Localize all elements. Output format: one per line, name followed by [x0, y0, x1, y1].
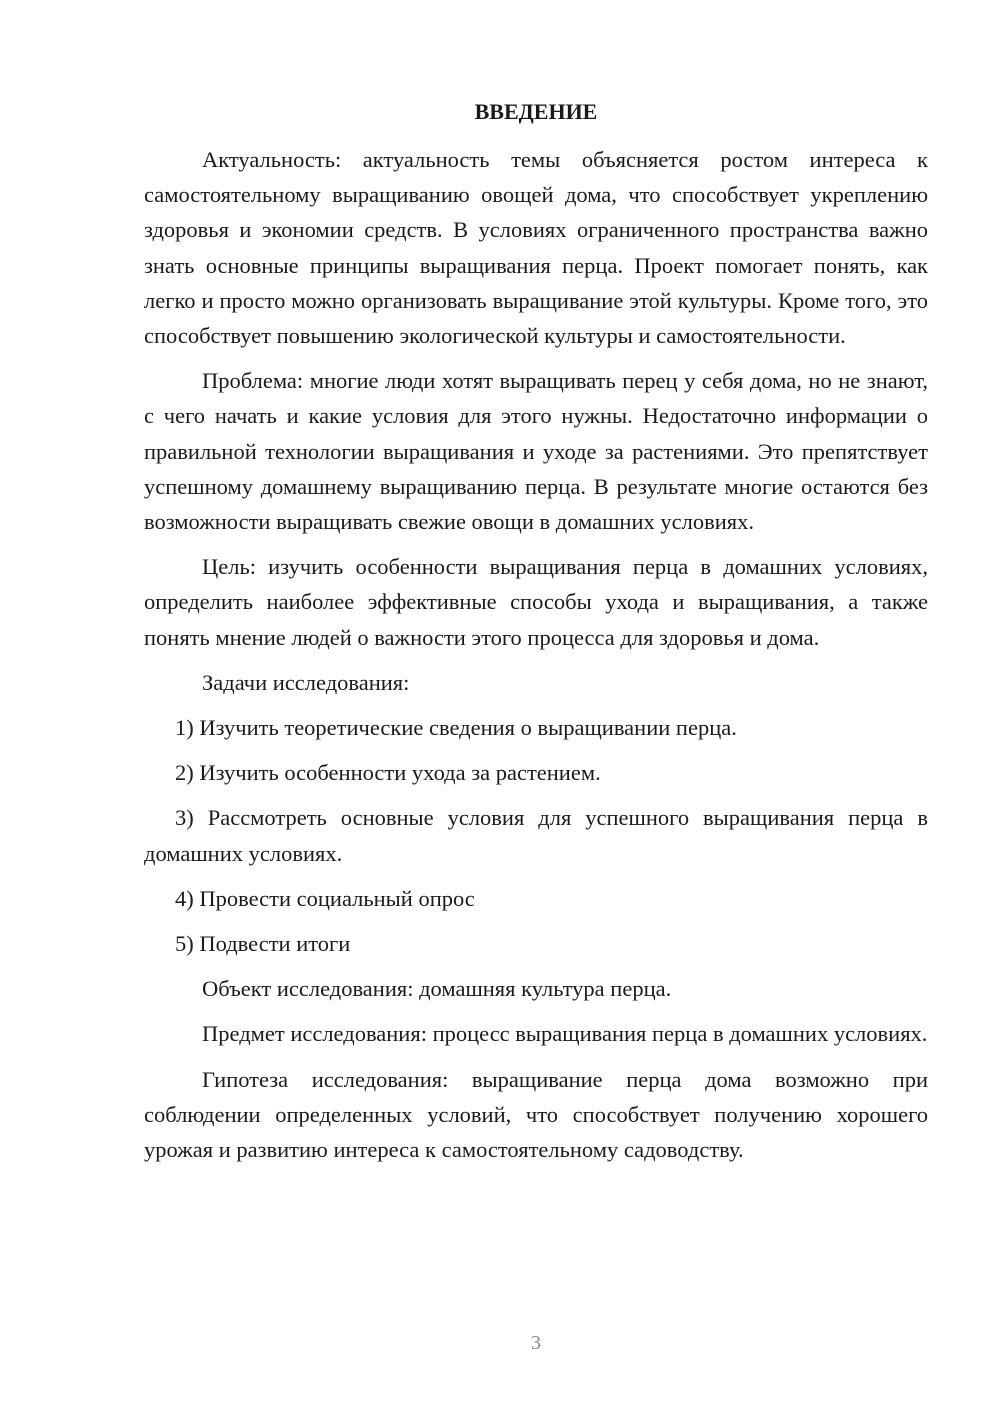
goal-paragraph: Цель: изучить особенности выращивания перца в домашних условиях, определить наиболее эффективные способы ухода и выращивания, а также понять мнение людей о важности этого процесса для здоровья и дома.: [144, 554, 928, 650]
task-item: 2) Изучить особенности ухода за растением.: [175, 760, 601, 786]
task-item: 4) Провести социальный опрос: [175, 885, 475, 911]
document-page: [144, 94, 928, 1177]
tasks-heading: Задачи исследования:: [202, 669, 410, 695]
subject-paragraph: Предмет исследования: процесс выращивания перца в домашних условиях.: [202, 1021, 928, 1047]
hypothesis-paragraph: Гипотеза исследования: выращивание перца дома возможно при соблюдении определенных условий, что способствует получению хорошего урожая и развитию интереса к самостоятельному садоводству.: [144, 1066, 928, 1163]
object-paragraph: Объект исследования: домашняя культура перца.: [202, 976, 672, 1002]
task-item: 1) Изучить теоретические сведения о выращивании перца.: [175, 715, 737, 741]
page-number: 3: [531, 1332, 541, 1354]
section-title: ВВЕДЕНИЕ: [474, 99, 598, 124]
relevance-paragraph: Актуальность: актуальность темы объясняется ростом интереса к самостоятельному выращиванию овощей дома, что способствует укреплению здоровья и экономии средств. В условиях ограниченного пространства важно знать основные принципы выращивания перца. Проект помогает понять, как легко и просто можно организовать выращивание этой культуры. Кроме того, это способствует повышению экологической культуры и самостоятельности.: [144, 147, 928, 349]
task-item: 5) Подвести итоги: [175, 931, 351, 957]
problem-paragraph: Проблема: многие люди хотят выращивать перец у себя дома, но не знают, с чего начать и какие условия для этого нужны. Недостаточно информации о правильной технологии выращивания и уходе за растениями. Это препятствует успешному домашнему выращиванию перца. В результате многие остаются без возможности выращивать свежие овощи в домашних условиях.: [144, 368, 928, 535]
task-item: 3) Рассмотреть основные условия для успешного выращивания перца в домашних условиях.: [144, 805, 928, 866]
